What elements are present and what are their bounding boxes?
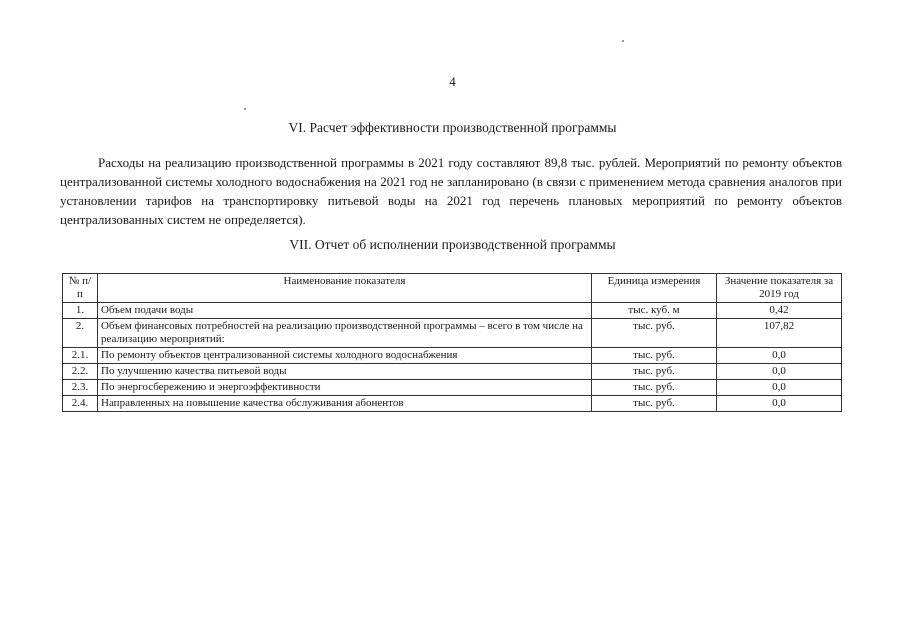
row-value: 0,42: [717, 303, 842, 319]
scan-speck: [244, 108, 246, 110]
row-value: 0,0: [717, 380, 842, 396]
table-row: [63, 303, 842, 319]
table-row: [63, 319, 842, 348]
row-name: Объем финансовых потребностей на реализацию производственной программы – всего в том числе на реализацию мероприятий:: [98, 319, 592, 348]
row-unit: тыс. руб.: [592, 380, 717, 396]
table-row: [63, 380, 842, 396]
row-value: 0,0: [717, 348, 842, 364]
row-unit: тыс. руб.: [592, 348, 717, 364]
header-unit: Единица измерения: [592, 274, 717, 303]
header-num: № п/п: [63, 274, 98, 303]
page-number: 4: [449, 74, 456, 89]
table-row: [63, 396, 842, 412]
row-name: По улучшению качества питьевой воды: [98, 364, 592, 380]
section-7-title: VII. Отчет об исполнении производственной программы: [289, 237, 616, 252]
row-num: 2.: [63, 319, 98, 348]
row-value: 0,0: [717, 396, 842, 412]
header-value: Значение показателя за 2019 год: [717, 274, 842, 303]
row-name: По ремонту объектов централизованной системы холодного водоснабжения: [98, 348, 592, 364]
row-num: 2.3.: [63, 380, 98, 396]
report-table: [62, 273, 842, 412]
row-num: 1.: [63, 303, 98, 319]
section-6-title: VI. Расчет эффективности производственной программы: [288, 120, 617, 135]
row-num: 2.2.: [63, 364, 98, 380]
row-unit: тыс. руб.: [592, 396, 717, 412]
header-name: Наименование показателя: [98, 274, 592, 303]
table-row: [63, 364, 842, 380]
section-6-paragraph: Расходы на реализацию производственной программы в 2021 году составляют 89,8 тыс. рублей. Мероприятий по ремонту объектов централизованной системы холодного водоснабжения на 2021 год не запланировано (в связи с применением метода сравнения аналогов при установлении тарифов на транспортировку питьевой воды на 2021 год перечень плановых мероприятий по ремонту объектов централизованных систем не определяется).: [60, 155, 842, 227]
row-num: 2.4.: [63, 396, 98, 412]
row-name: По энергосбережению и энергоэффективности: [98, 380, 592, 396]
table-row: [63, 348, 842, 364]
row-value: 0,0: [717, 364, 842, 380]
scan-speck: [622, 40, 624, 42]
row-unit: тыс. куб. м: [592, 303, 717, 319]
row-num: 2.1.: [63, 348, 98, 364]
row-name: Направленных на повышение качества обслуживания абонентов: [98, 396, 592, 412]
row-unit: тыс. руб.: [592, 319, 717, 348]
table-header-row: [63, 274, 842, 303]
row-value: 107,82: [717, 319, 842, 348]
row-name: Объем подачи воды: [98, 303, 592, 319]
row-unit: тыс. руб.: [592, 364, 717, 380]
